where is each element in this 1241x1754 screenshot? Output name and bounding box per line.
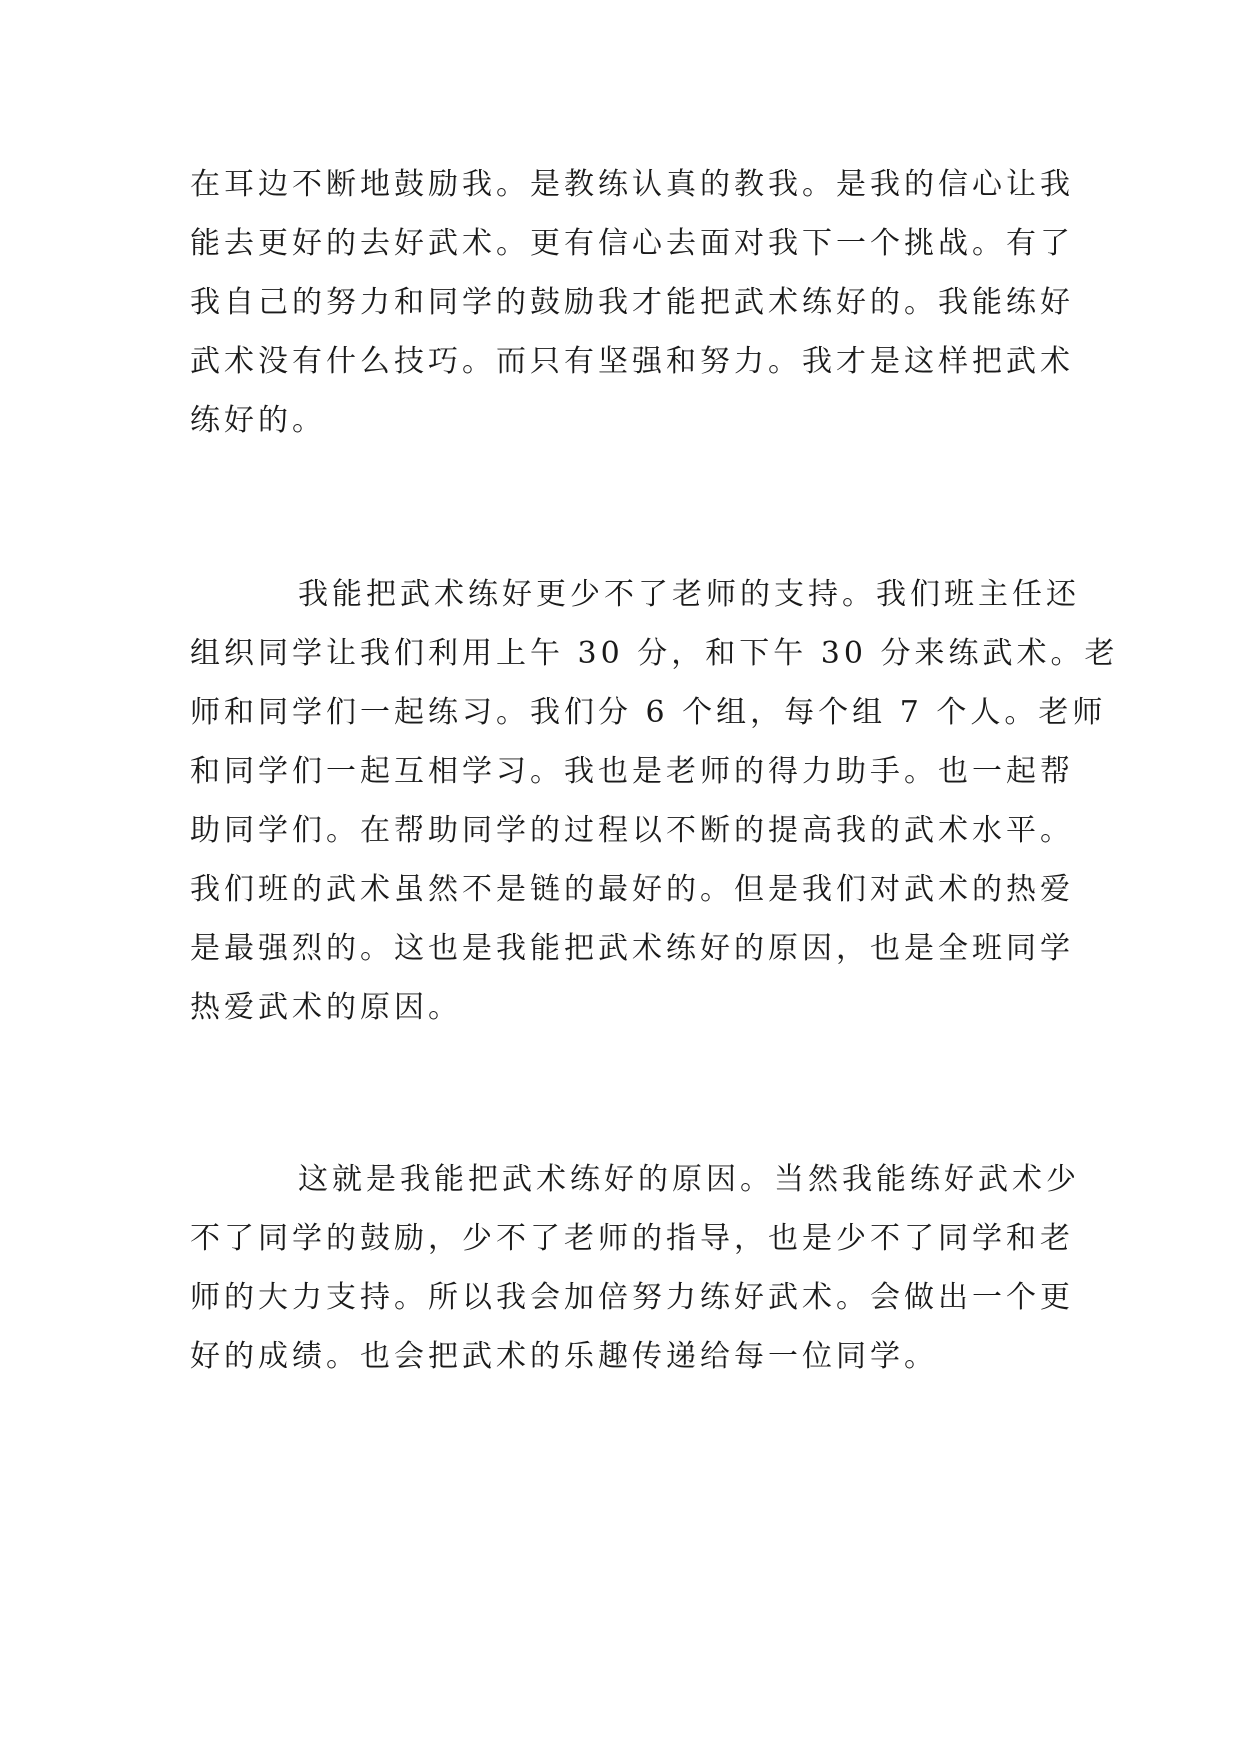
text-line-first: 这就是我能把武术练好的原因。当然我能练好武术少 — [298, 1162, 1080, 1197]
text-line: 师和同学们一起练习。我们分 6 个组，每个组 7 个人。老师 — [190, 695, 1107, 730]
paragraph-3 — [190, 1150, 1080, 1386]
text-line-first: 我能把武术练好更少不了老师的支持。我们班主任还 — [298, 577, 1080, 612]
text-line: 我自己的努力和同学的鼓励我才能把武术练好的。我能练好 — [190, 285, 1074, 320]
text-line: 不了同学的鼓励，少不了老师的指导，也是少不了同学和老 — [190, 1221, 1074, 1256]
text-line: 好的成绩。也会把武术的乐趣传递给每一位同学。 — [190, 1339, 938, 1374]
text-line: 练好的。 — [190, 403, 326, 438]
paragraph-2 — [190, 565, 1119, 1037]
text-line: 组织同学让我们利用上午 30 分，和下午 30 分来练武术。老 — [190, 636, 1119, 671]
paragraph-1 — [190, 155, 1074, 450]
text-line: 武术没有什么技巧。而只有坚强和努力。我才是这样把武术 — [190, 344, 1074, 379]
text-line: 是最强烈的。这也是我能把武术练好的原因，也是全班同学 — [190, 931, 1074, 966]
text-line: 在耳边不断地鼓励我。是教练认真的教我。是我的信心让我 — [190, 167, 1074, 202]
text-line: 助同学们。在帮助同学的过程以不断的提高我的武术水平。 — [190, 813, 1074, 848]
text-line: 热爱武术的原因。 — [190, 990, 462, 1025]
text-line: 师的大力支持。所以我会加倍努力练好武术。会做出一个更 — [190, 1280, 1074, 1315]
text-line: 能去更好的去好武术。更有信心去面对我下一个挑战。有了 — [190, 226, 1074, 261]
text-line: 我们班的武术虽然不是链的最好的。但是我们对武术的热爱 — [190, 872, 1074, 907]
text-line: 和同学们一起互相学习。我也是老师的得力助手。也一起帮 — [190, 754, 1074, 789]
